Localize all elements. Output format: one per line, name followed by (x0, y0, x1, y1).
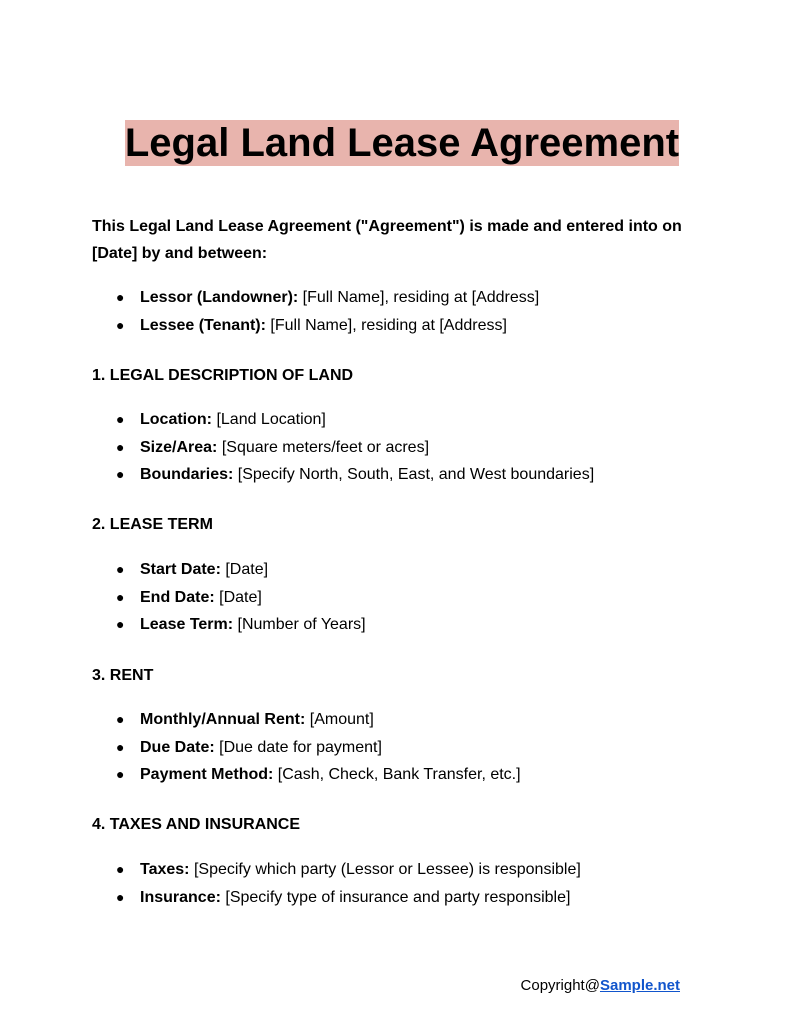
bullet-icon: ● (116, 888, 125, 905)
item-value: [Full Name], residing at [Address] (298, 289, 540, 306)
list-item (92, 884, 712, 912)
list-item (92, 284, 712, 312)
bullet-icon: ● (116, 289, 125, 305)
item-label: Location: (140, 411, 212, 428)
rent-list (92, 706, 712, 789)
item-value: [Specify which party (Lessor or Lessee) is responsible] (189, 861, 581, 878)
bullet-icon: ● (116, 711, 125, 727)
item-label: Size/Area: (140, 438, 218, 456)
list-item (92, 461, 712, 489)
list-item (92, 556, 712, 584)
item-value: [Number of Years] (233, 616, 366, 633)
bullet-icon: ● (116, 616, 125, 632)
item-value: [Due date for payment] (214, 738, 382, 756)
list-item (92, 734, 712, 762)
lease-term-list (92, 556, 712, 639)
item-value: [Specify North, South, East, and West boundaries] (233, 466, 595, 483)
sample-net-link[interactable]: Sample.net (599, 977, 680, 994)
intro-paragraph: This Legal Land Lease Agreement ("Agreement") is made and entered into on [Date] by and between: (92, 218, 682, 262)
item-value: [Date] (214, 588, 262, 606)
land-description-list (92, 406, 712, 489)
item-label: Due Date: (140, 738, 215, 756)
list-item (92, 706, 712, 734)
item-value: [Specify type of insurance and party responsible] (220, 888, 571, 906)
item-label: End Date: (140, 588, 215, 606)
bullet-icon: ● (116, 466, 125, 482)
bullet-icon: ● (116, 438, 125, 455)
item-label: Start Date: (140, 561, 221, 578)
item-value: [Cash, Check, Bank Transfer, etc.] (273, 766, 521, 783)
list-item (92, 584, 712, 612)
item-label: Monthly/Annual Rent: (140, 711, 306, 728)
list-item (92, 856, 712, 884)
item-label: Lease Term: (140, 616, 234, 633)
bullet-icon: ● (116, 316, 125, 333)
list-item (92, 611, 712, 639)
section-heading-rent: 3. RENT (92, 667, 154, 684)
bullet-icon: ● (116, 561, 125, 577)
section-heading-taxes-insurance: 4. TAXES AND INSURANCE (92, 816, 301, 833)
item-value: [Land Location] (212, 411, 326, 428)
bullet-icon: ● (116, 738, 125, 755)
copyright-footer (521, 976, 680, 996)
title-wrapper (92, 120, 712, 166)
document-title: Legal Land Lease Agreement (124, 121, 680, 165)
item-label: Payment Method: (140, 766, 274, 783)
list-item (92, 761, 712, 789)
item-value: [Date] (220, 561, 269, 578)
item-label: Taxes: (140, 861, 190, 878)
item-label: Insurance: (140, 888, 221, 906)
taxes-insurance-list (92, 856, 712, 911)
item-label: Boundaries: (140, 466, 234, 483)
list-item (92, 434, 712, 462)
section-heading-lease-term: 2. LEASE TERM (92, 516, 213, 533)
bullet-icon: ● (116, 411, 125, 427)
section-heading-land-description: 1. LEGAL DESCRIPTION OF LAND (92, 367, 354, 384)
list-item (92, 312, 712, 340)
item-label: Lessor (Landowner): (140, 289, 299, 306)
list-item (92, 406, 712, 434)
item-value: [Square meters/feet or acres] (217, 438, 430, 456)
item-label: Lessee (Tenant): (140, 316, 266, 334)
bullet-icon: ● (116, 588, 125, 605)
parties-list (92, 284, 712, 339)
bullet-icon: ● (116, 766, 125, 782)
bullet-icon: ● (116, 861, 125, 877)
item-value: [Amount] (305, 711, 374, 728)
copyright-text: Copyright@ (520, 977, 600, 994)
item-value: [Full Name], residing at [Address] (265, 316, 507, 334)
